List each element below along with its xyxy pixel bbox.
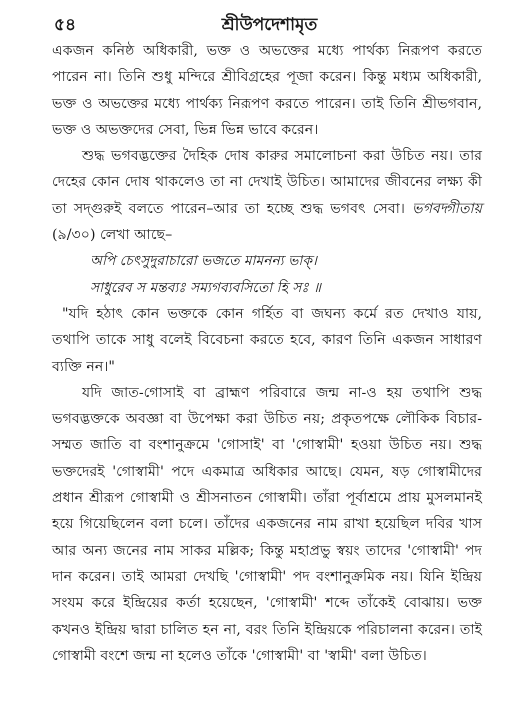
- page-body: [52, 38, 482, 669]
- paragraph-2-text: শুদ্ধ ভগবদ্ভক্তের দৈহিক দোষ কারুর সমালোচনা করা উচিত নয়। তার দেহের কোন দোষ থাকলেও তা না দেখাই উচিত। আমাদের জীবনের লক্ষ্য কী তা সদ্গুরুই বলতে পারেন–আর তা হচ্ছে শুদ্ধ ভগবৎ সেবা।: [52, 148, 482, 217]
- page-number: ৫৪: [54, 15, 77, 35]
- paragraph-2: [52, 143, 482, 248]
- paragraph-3: যদি জাত-গোসাই বা ব্রাহ্মণ পরিবারে জন্ম না-ও হয় তথাপি শুদ্ধ ভগবদ্ভক্তকে অবজ্ঞা বা উপেক্ষা করা উচিত নয়; প্রকৃতপক্ষে লৌকিক বিচার-সম্মত জাতি বা বংশানুক্রমে 'গোসাই' বা 'গোস্বামী' হওয়া উচিত নয়। শুদ্ধ ভক্তদেরই 'গোস্বামী' পদে একমাত্র অধিকার আছে। যেমন, ষড় গোস্বামীদের প্রধান শ্রীরূপ গোস্বামী ও শ্রীসনাতন গোস্বামী। তাঁরা পূর্বাশ্রমে প্রায় মুসলমানই হয়ে গিয়েছিলেন বলা চলে। তাঁদের একজনের নাম রাখা হয়েছিল দবির খাস আর অন্য জনের নাম সাকর মল্লিক; কিন্তু মহাপ্রভু স্বয়ং তাদের 'গোস্বামী' পদ দান করেন। তাই আমরা দেখছি 'গোস্বামী' পদ বংশানুক্রমিক নয়। যিনি ইন্দ্রিয় সংযম করে ইন্দ্রিয়ের কর্তা হয়েছেন, 'গোস্বামী' শব্দে তাঁকেই বোঝায়। ভক্ত কখনও ইন্দ্রিয় দ্বারা চালিত হন না, বরং তিনি ইন্দ্রিয়কে পরিচালনা করেন। তাই গোস্বামী বংশে জন্ম না হলেও তাঁকে 'গোস্বামী' বা 'স্বামী' বলা উচিত।: [52, 384, 482, 664]
- paragraph-2-verse-ref: (৯/৩০) লেখা আছে–: [52, 227, 173, 244]
- running-title: শ্রীউপদেশামৃত: [221, 15, 318, 35]
- gita-reference: ভগবদ্গীতায়: [412, 200, 482, 217]
- verse-translation: "যদি হঠাৎ কোন ভক্তকে কোন গর্হিত বা জঘন্য কর্মে রত দেখাও যায়, তথাপি তাকে সাধু বলেই বিবেচনা করতে হবে, কারণ তিনি একজন সাধারণ ব্যক্তি নন।": [52, 305, 482, 375]
- page-header: [54, 12, 485, 40]
- verse-line-2: সাধুরেব স মন্তব্যঃ সম্যগব্যবসিতো হি সঃ ॥: [90, 279, 321, 296]
- paragraph-1: একজন কনিষ্ঠ অধিকারী, ভক্ত ও অভক্তের মধ্যে পার্থক্য নিরূপণ করতে পারেন না। তিনি শুধু মন্দিরে শ্রীবিগ্রহের পূজা করেন। কিন্তু মধ্যম অধিকারী, ভক্ত ও অভক্তের মধ্যে পার্থক্য নিরূপণ করতে পারেন। তাই তিনি শ্রীভগবান, ভক্ত ও অভক্তদের সেবা, ভিন্ন ভিন্ন ভাবে করেন।: [52, 43, 482, 138]
- sanskrit-verse: [52, 248, 482, 301]
- verse-line-1: অপি চেৎসুদুরাচারো ভজতে মামনন্য ভাক্।: [90, 253, 317, 270]
